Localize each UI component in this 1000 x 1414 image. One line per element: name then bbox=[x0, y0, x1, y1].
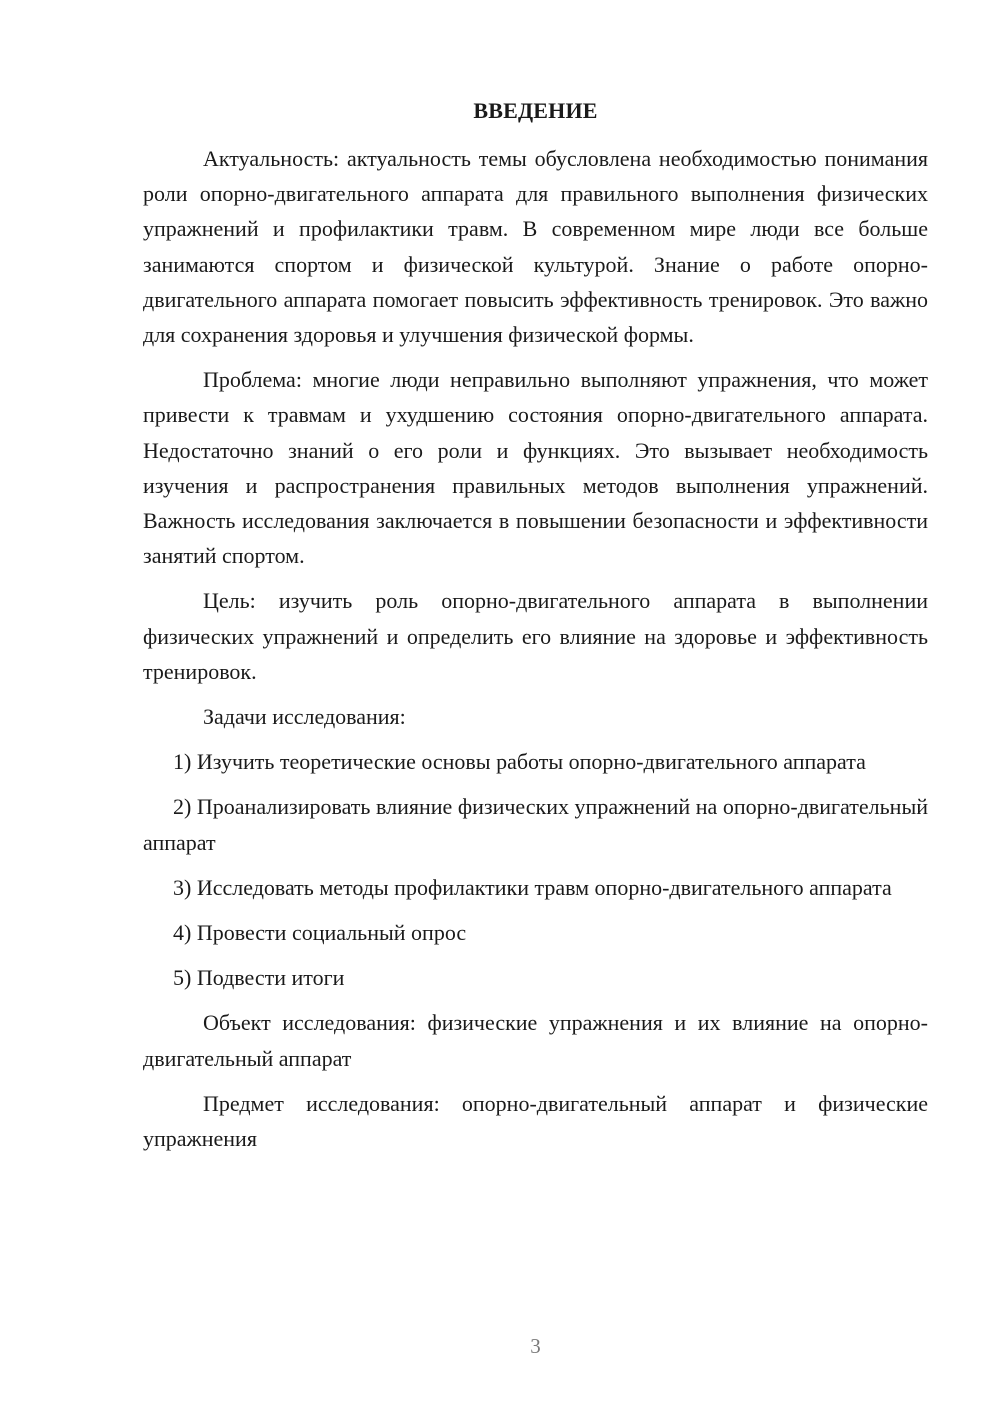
task-item: 5) Подвести итоги bbox=[173, 965, 345, 991]
task-item: 1) Изучить теоретические основы работы опорно-двигательного аппарата bbox=[173, 749, 866, 775]
object-paragraph: Объект исследования: физические упражнения и их влияние на опорно-двигательный аппарат bbox=[143, 1010, 928, 1071]
relevance-paragraph: Актуальность: актуальность темы обусловлена необходимостью понимания роли опорно-двигательного аппарата для правильного выполнения физических упражнений и профилактики травм. В современном мире люди все больше занимаются спортом и физической культурой. Знание о работе опорно-двигательного аппарата помогает повысить эффективность тренировок. Это важно для сохранения здоровья и улучшения физической формы. bbox=[143, 146, 928, 348]
document-body bbox=[143, 141, 928, 1156]
goal-paragraph: Цель: изучить роль опорно-двигательного аппарата в выполнении физических упражнений и определить его влияние на здоровье и эффективность тренировок. bbox=[143, 588, 928, 684]
task-item: 2) Проанализировать влияние физических упражнений на опорно-двигательный аппарат bbox=[143, 794, 928, 855]
section-heading: ВВЕДЕНИЕ bbox=[473, 98, 598, 123]
problem-paragraph: Проблема: многие люди неправильно выполняют упражнения, что может привести к травмам и ухудшению состояния опорно-двигательного аппарата. Недостаточно знаний о его роли и функциях. Это вызывает необходимость изучения и распространения правильных методов выполнения упражнений. Важность исследования заключается в повышении безопасности и эффективности занятий спортом. bbox=[143, 367, 928, 569]
subject-paragraph: Предмет исследования: опорно-двигательный аппарат и физические упражнения bbox=[143, 1090, 928, 1152]
task-item: 4) Провести социальный опрос bbox=[173, 920, 467, 946]
page-number: 3 bbox=[530, 1334, 541, 1358]
task-item: 3) Исследовать методы профилактики травм опорно-двигательного аппарата bbox=[173, 874, 892, 900]
tasks-heading: Задачи исследования: bbox=[203, 704, 406, 730]
